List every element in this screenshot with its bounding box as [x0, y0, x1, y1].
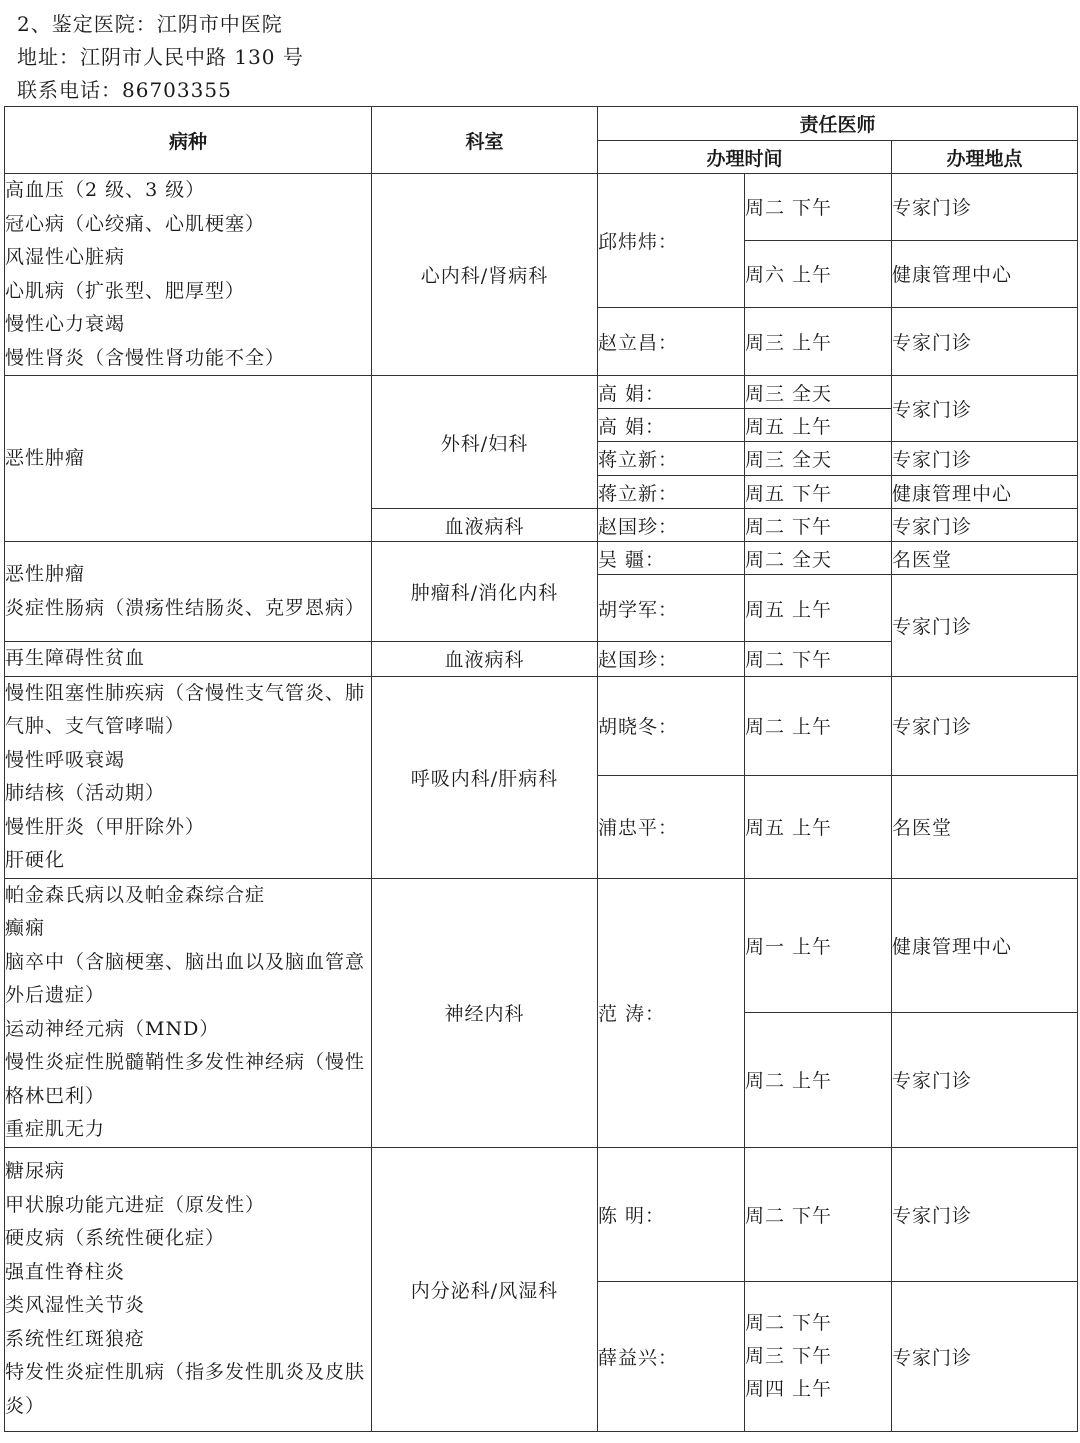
- time-line: 周三 下午: [745, 1344, 833, 1367]
- place-cell: 专家门诊: [892, 308, 1078, 376]
- disease-item: 慢性呼吸衰竭: [5, 748, 126, 771]
- disease-item: 慢性心力衰竭: [5, 313, 126, 335]
- time-cell: 周二 上午: [745, 676, 892, 775]
- doctor-cell: 胡晓冬：: [598, 676, 745, 775]
- disease-item: 慢性炎症性脱髓鞘性多发性神经病（慢性格林巴利）: [5, 1051, 366, 1107]
- disease-item: 心肌病（扩张型、肥厚型）: [5, 279, 246, 302]
- place-cell: 健康管理中心: [892, 476, 1078, 509]
- hospital-title: 2、鉴定医院：江阴市中医院: [17, 12, 283, 36]
- disease-item: 系统性红斑狼疮: [5, 1327, 146, 1350]
- place-cell: 专家门诊: [892, 1013, 1078, 1148]
- department-cell: 呼吸内科/肝病科: [372, 676, 598, 878]
- time-cell: 周二 下午: [745, 642, 892, 677]
- time-cell: 周五 上午: [745, 409, 892, 442]
- place-cell: 健康管理中心: [892, 878, 1078, 1013]
- disease-list: [5, 1147, 372, 1431]
- department-cell: 血液病科: [372, 509, 598, 542]
- disease-item: 恶性肿瘤: [5, 446, 86, 469]
- doctor-cell: 高 娟：: [598, 409, 745, 442]
- disease-item: 糖尿病: [5, 1160, 66, 1182]
- department-cell: 神经内科: [372, 878, 598, 1147]
- doctor-cell: 吴 疆：: [598, 542, 745, 575]
- disease-item: 运动神经元病（MND）: [5, 1017, 220, 1040]
- doctor-cell: 邱炜炜：: [598, 174, 745, 308]
- time-cell: [745, 1281, 892, 1431]
- col-header-doctor: 责任医师: [598, 107, 1078, 141]
- disease-item: 肺结核（活动期）: [5, 782, 166, 804]
- disease-item: 慢性肾炎（含慢性肾功能不全）: [5, 346, 286, 369]
- time-cell: 周二 下午: [745, 1147, 892, 1281]
- hospital-phone: 联系电话：86703355: [17, 78, 232, 102]
- disease-item: 慢性肝炎（甲肝除外）: [5, 815, 206, 838]
- disease-item: 甲状腺功能亢进症（原发性）: [5, 1193, 266, 1216]
- place-cell: 专家门诊: [892, 676, 1078, 775]
- time-cell: 周二 下午: [745, 174, 892, 241]
- time-line: 周二 下午: [745, 1311, 833, 1334]
- time-cell: 周三 全天: [745, 442, 892, 476]
- doctor-cell: 浦忠平：: [598, 775, 745, 878]
- disease-item: 特发性炎症性肌病（指多发性肌炎及皮肤炎）: [5, 1361, 366, 1417]
- col-header-disease: 病种: [5, 107, 372, 174]
- department-cell: 肿瘤科/消化内科: [372, 542, 598, 642]
- doctor-cell: 蒋立新：: [598, 442, 745, 476]
- time-cell: 周六 上午: [745, 240, 892, 308]
- time-cell: 周二 全天: [745, 542, 892, 575]
- appraisal-table: [4, 106, 1078, 1432]
- place-cell: 专家门诊: [892, 575, 1078, 677]
- time-cell: 周一 上午: [745, 878, 892, 1013]
- place-cell: 专家门诊: [892, 442, 1078, 476]
- col-header-place: 办理地点: [892, 141, 1078, 174]
- doctor-cell: 胡学军：: [598, 575, 745, 642]
- disease-item: 慢性阻塞性肺疾病（含慢性支气管炎、肺气肿、支气管哮喘）: [5, 681, 366, 737]
- disease-item: 肝硬化: [5, 849, 66, 871]
- time-line: 周四 上午: [745, 1377, 833, 1400]
- disease-list: [5, 542, 372, 642]
- time-cell: 周五 下午: [745, 476, 892, 509]
- disease-list: [5, 878, 372, 1147]
- disease-item: 癫痫: [5, 917, 46, 939]
- place-cell: 专家门诊: [892, 509, 1078, 542]
- place-cell: 名医堂: [892, 775, 1078, 878]
- department-cell: 血液病科: [372, 642, 598, 677]
- disease-list: [5, 376, 372, 542]
- disease-item: 炎症性肠病（溃疡性结肠炎、克罗恩病）: [5, 596, 366, 619]
- department-cell: 心内科/肾病科: [372, 174, 598, 376]
- department-cell: 外科/妇科: [372, 376, 598, 509]
- disease-item: 重症肌无力: [5, 1118, 106, 1140]
- time-cell: 周三 全天: [745, 376, 892, 409]
- place-cell: 健康管理中心: [892, 240, 1078, 308]
- col-header-time: 办理时间: [598, 141, 892, 174]
- doctor-cell: 蒋立新：: [598, 476, 745, 509]
- place-cell: 专家门诊: [892, 1281, 1078, 1431]
- place-cell: 名医堂: [892, 542, 1078, 575]
- disease-list: [5, 642, 372, 677]
- hospital-address: 地址：江阴市人民中路 130 号: [17, 45, 304, 69]
- disease-item: 冠心病（心绞痛、心肌梗塞）: [5, 212, 266, 235]
- disease-item: 再生障碍性贫血: [5, 647, 146, 669]
- disease-item: 风湿性心脏病: [5, 246, 126, 268]
- time-cell: 周五 上午: [745, 775, 892, 878]
- disease-item: 强直性脊柱炎: [5, 1260, 126, 1283]
- disease-list: [5, 174, 372, 376]
- disease-item: 帕金森氏病以及帕金森综合症: [5, 883, 266, 906]
- place-cell: 专家门诊: [892, 1147, 1078, 1281]
- doctor-cell: 范 涛：: [598, 878, 745, 1147]
- disease-item: 硬皮病（系统性硬化症）: [5, 1227, 226, 1249]
- time-cell: 周二 下午: [745, 509, 892, 542]
- time-cell: 周五 上午: [745, 575, 892, 642]
- doctor-cell: 赵国珍：: [598, 509, 745, 542]
- disease-item: 脑卒中（含脑梗塞、脑出血以及脑血管意外后遗症）: [5, 950, 366, 1006]
- place-cell: 专家门诊: [892, 376, 1078, 442]
- doctor-cell: 陈 明：: [598, 1147, 745, 1281]
- doctor-cell: 赵立昌：: [598, 308, 745, 376]
- col-header-department: 科室: [372, 107, 598, 174]
- time-cell: 周二 上午: [745, 1013, 892, 1148]
- doctor-cell: 薛益兴：: [598, 1281, 745, 1431]
- place-cell: 专家门诊: [892, 174, 1078, 241]
- disease-item: 高血压（2 级、3 级）: [5, 179, 206, 201]
- disease-list: [5, 676, 372, 878]
- disease-item: 恶性肿瘤: [5, 563, 86, 585]
- disease-item: 类风湿性关节炎: [5, 1294, 146, 1316]
- time-cell: 周三 上午: [745, 308, 892, 376]
- department-cell: 内分泌科/风湿科: [372, 1147, 598, 1431]
- doctor-cell: 赵国珍：: [598, 642, 745, 677]
- doctor-cell: 高 娟：: [598, 376, 745, 409]
